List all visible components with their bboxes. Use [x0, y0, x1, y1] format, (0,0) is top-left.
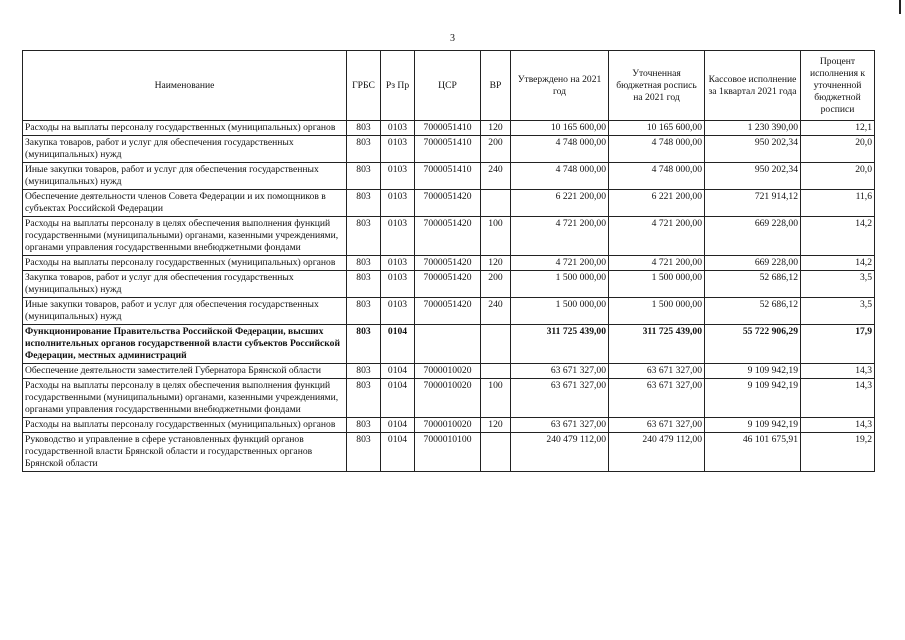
- row-percent-cell: 3,5: [801, 298, 875, 325]
- row-grbs-cell: 803: [347, 136, 381, 163]
- budget-execution-table: [22, 50, 875, 472]
- row-name-cell: Иные закупки товаров, работ и услуг для обеспечения государственных (муниципальных) нужд: [23, 298, 347, 325]
- row-csr-cell: 7000010100: [415, 433, 481, 472]
- row-rzpr-cell: 0103: [381, 298, 415, 325]
- row-refined-cell: 311 725 439,00: [609, 325, 705, 364]
- header-percent: Процент исполнения к уточненной бюджетной росписи: [801, 51, 875, 121]
- row-refined-cell: 4 748 000,00: [609, 163, 705, 190]
- row-approved-cell: 1 500 000,00: [511, 271, 609, 298]
- row-refined-cell: 63 671 327,00: [609, 364, 705, 379]
- row-name-cell: Иные закупки товаров, работ и услуг для обеспечения государственных (муниципальных) нужд: [23, 163, 347, 190]
- row-vr-cell: 200: [481, 271, 511, 298]
- row-csr-cell: 7000051420: [415, 256, 481, 271]
- row-approved-cell: 4 748 000,00: [511, 136, 609, 163]
- header-refined: Уточненная бюджетная роспись на 2021 год: [609, 51, 705, 121]
- table-row: [23, 136, 875, 163]
- row-approved-cell: 240 479 112,00: [511, 433, 609, 472]
- header-grbs: ГРБС: [347, 51, 381, 121]
- row-vr-cell: 120: [481, 121, 511, 136]
- row-percent-cell: 19,2: [801, 433, 875, 472]
- row-percent-cell: 14,3: [801, 364, 875, 379]
- row-csr-cell: 7000051410: [415, 136, 481, 163]
- row-name-cell: Расходы на выплаты персоналу в целях обеспечения выполнения функций государственными (муниципальными) органами, казенными учреждениями, органами управления государственными внебюджетными фондами: [23, 379, 347, 418]
- row-rzpr-cell: 0103: [381, 217, 415, 256]
- row-csr-cell: [415, 325, 481, 364]
- table-row: [23, 163, 875, 190]
- row-rzpr-cell: 0104: [381, 325, 415, 364]
- header-name: Наименование: [23, 51, 347, 121]
- row-percent-cell: 20,0: [801, 136, 875, 163]
- row-approved-cell: 63 671 327,00: [511, 364, 609, 379]
- table-row: [23, 190, 875, 217]
- row-refined-cell: 6 221 200,00: [609, 190, 705, 217]
- row-name-cell: Обеспечение деятельности членов Совета Федерации и их помощников в субъектах Российской Федерации: [23, 190, 347, 217]
- row-approved-cell: 1 500 000,00: [511, 298, 609, 325]
- row-vr-cell: 240: [481, 298, 511, 325]
- row-refined-cell: 63 671 327,00: [609, 418, 705, 433]
- row-approved-cell: 4 748 000,00: [511, 163, 609, 190]
- row-rzpr-cell: 0103: [381, 136, 415, 163]
- row-grbs-cell: 803: [347, 325, 381, 364]
- row-csr-cell: 7000010020: [415, 418, 481, 433]
- row-refined-cell: 1 500 000,00: [609, 271, 705, 298]
- row-percent-cell: 14,3: [801, 418, 875, 433]
- row-vr-cell: 120: [481, 256, 511, 271]
- row-csr-cell: 7000051420: [415, 190, 481, 217]
- row-cash-cell: 669 228,00: [705, 217, 801, 256]
- table-row: [23, 298, 875, 325]
- row-grbs-cell: 803: [347, 121, 381, 136]
- row-csr-cell: 7000051410: [415, 163, 481, 190]
- row-csr-cell: 7000010020: [415, 364, 481, 379]
- row-grbs-cell: 803: [347, 418, 381, 433]
- row-rzpr-cell: 0104: [381, 433, 415, 472]
- row-vr-cell: [481, 433, 511, 472]
- row-refined-cell: 4 721 200,00: [609, 217, 705, 256]
- row-vr-cell: [481, 364, 511, 379]
- row-vr-cell: 200: [481, 136, 511, 163]
- row-percent-cell: 11,6: [801, 190, 875, 217]
- table-row: [23, 217, 875, 256]
- row-approved-cell: 63 671 327,00: [511, 379, 609, 418]
- row-percent-cell: 12,1: [801, 121, 875, 136]
- row-rzpr-cell: 0104: [381, 364, 415, 379]
- row-csr-cell: 7000010020: [415, 379, 481, 418]
- row-approved-cell: 10 165 600,00: [511, 121, 609, 136]
- row-name-cell: Функционирование Правительства Российской Федерации, высших исполнительных органов государственной власти субъектов Российской Федерации, местных администраций: [23, 325, 347, 364]
- table-row: [23, 418, 875, 433]
- table-header-row: [23, 51, 875, 121]
- table-row: [23, 433, 875, 472]
- row-refined-cell: 1 500 000,00: [609, 298, 705, 325]
- header-approved: Утверждено на 2021 год: [511, 51, 609, 121]
- row-percent-cell: 17,9: [801, 325, 875, 364]
- row-cash-cell: 52 686,12: [705, 271, 801, 298]
- row-grbs-cell: 803: [347, 379, 381, 418]
- row-refined-cell: 4 721 200,00: [609, 256, 705, 271]
- table-row: [23, 271, 875, 298]
- row-grbs-cell: 803: [347, 190, 381, 217]
- row-vr-cell: 120: [481, 418, 511, 433]
- row-csr-cell: 7000051420: [415, 217, 481, 256]
- row-percent-cell: 14,3: [801, 379, 875, 418]
- row-csr-cell: 7000051410: [415, 121, 481, 136]
- row-approved-cell: 6 221 200,00: [511, 190, 609, 217]
- row-grbs-cell: 803: [347, 364, 381, 379]
- table-row: [23, 121, 875, 136]
- row-approved-cell: 4 721 200,00: [511, 256, 609, 271]
- row-csr-cell: 7000051420: [415, 298, 481, 325]
- row-approved-cell: 4 721 200,00: [511, 217, 609, 256]
- header-rzpr: Рз Пр: [381, 51, 415, 121]
- row-cash-cell: 9 109 942,19: [705, 418, 801, 433]
- row-grbs-cell: 803: [347, 217, 381, 256]
- row-grbs-cell: 803: [347, 256, 381, 271]
- row-percent-cell: 14,2: [801, 256, 875, 271]
- row-grbs-cell: 803: [347, 163, 381, 190]
- table-row: [23, 379, 875, 418]
- row-approved-cell: 63 671 327,00: [511, 418, 609, 433]
- row-name-cell: Расходы на выплаты персоналу государственных (муниципальных) органов: [23, 418, 347, 433]
- row-cash-cell: 9 109 942,19: [705, 379, 801, 418]
- row-cash-cell: 55 722 906,29: [705, 325, 801, 364]
- row-rzpr-cell: 0104: [381, 418, 415, 433]
- row-cash-cell: 1 230 390,00: [705, 121, 801, 136]
- row-refined-cell: 10 165 600,00: [609, 121, 705, 136]
- row-vr-cell: [481, 325, 511, 364]
- row-refined-cell: 240 479 112,00: [609, 433, 705, 472]
- row-cash-cell: 52 686,12: [705, 298, 801, 325]
- row-approved-cell: 311 725 439,00: [511, 325, 609, 364]
- row-rzpr-cell: 0103: [381, 256, 415, 271]
- row-grbs-cell: 803: [347, 433, 381, 472]
- row-cash-cell: 669 228,00: [705, 256, 801, 271]
- row-cash-cell: 9 109 942,19: [705, 364, 801, 379]
- row-percent-cell: 14,2: [801, 217, 875, 256]
- row-percent-cell: 20,0: [801, 163, 875, 190]
- row-cash-cell: 950 202,34: [705, 163, 801, 190]
- row-refined-cell: 63 671 327,00: [609, 379, 705, 418]
- row-grbs-cell: 803: [347, 298, 381, 325]
- row-name-cell: Расходы на выплаты персоналу государственных (муниципальных) органов: [23, 256, 347, 271]
- table-row: [23, 256, 875, 271]
- row-percent-cell: 3,5: [801, 271, 875, 298]
- row-vr-cell: 100: [481, 217, 511, 256]
- row-refined-cell: 4 748 000,00: [609, 136, 705, 163]
- row-cash-cell: 721 914,12: [705, 190, 801, 217]
- row-cash-cell: 950 202,34: [705, 136, 801, 163]
- header-vr: ВР: [481, 51, 511, 121]
- page-number: 3: [450, 33, 455, 44]
- table-row: [23, 364, 875, 379]
- row-grbs-cell: 803: [347, 271, 381, 298]
- row-name-cell: Руководство и управление в сфере установленных функций органов государственной власти Брянской области и государственных органов Брянской области: [23, 433, 347, 472]
- row-csr-cell: 7000051420: [415, 271, 481, 298]
- row-vr-cell: 100: [481, 379, 511, 418]
- page-edge-mark: [899, 0, 901, 14]
- row-name-cell: Закупка товаров, работ и услуг для обеспечения государственных (муниципальных) нужд: [23, 271, 347, 298]
- row-rzpr-cell: 0103: [381, 121, 415, 136]
- row-rzpr-cell: 0104: [381, 379, 415, 418]
- row-name-cell: Расходы на выплаты персоналу государственных (муниципальных) органов: [23, 121, 347, 136]
- row-name-cell: Обеспечение деятельности заместителей Губернатора Брянской области: [23, 364, 347, 379]
- row-rzpr-cell: 0103: [381, 190, 415, 217]
- row-vr-cell: [481, 190, 511, 217]
- header-csr: ЦСР: [415, 51, 481, 121]
- row-cash-cell: 46 101 675,91: [705, 433, 801, 472]
- row-rzpr-cell: 0103: [381, 271, 415, 298]
- table-row: [23, 325, 875, 364]
- row-name-cell: Расходы на выплаты персоналу в целях обеспечения выполнения функций государственными (муниципальными) органами, казенными учреждениями, органами управления государственными внебюджетными фондами: [23, 217, 347, 256]
- row-name-cell: Закупка товаров, работ и услуг для обеспечения государственных (муниципальных) нужд: [23, 136, 347, 163]
- header-cash: Кассовое исполнение за 1квартал 2021 года: [705, 51, 801, 121]
- row-vr-cell: 240: [481, 163, 511, 190]
- row-rzpr-cell: 0103: [381, 163, 415, 190]
